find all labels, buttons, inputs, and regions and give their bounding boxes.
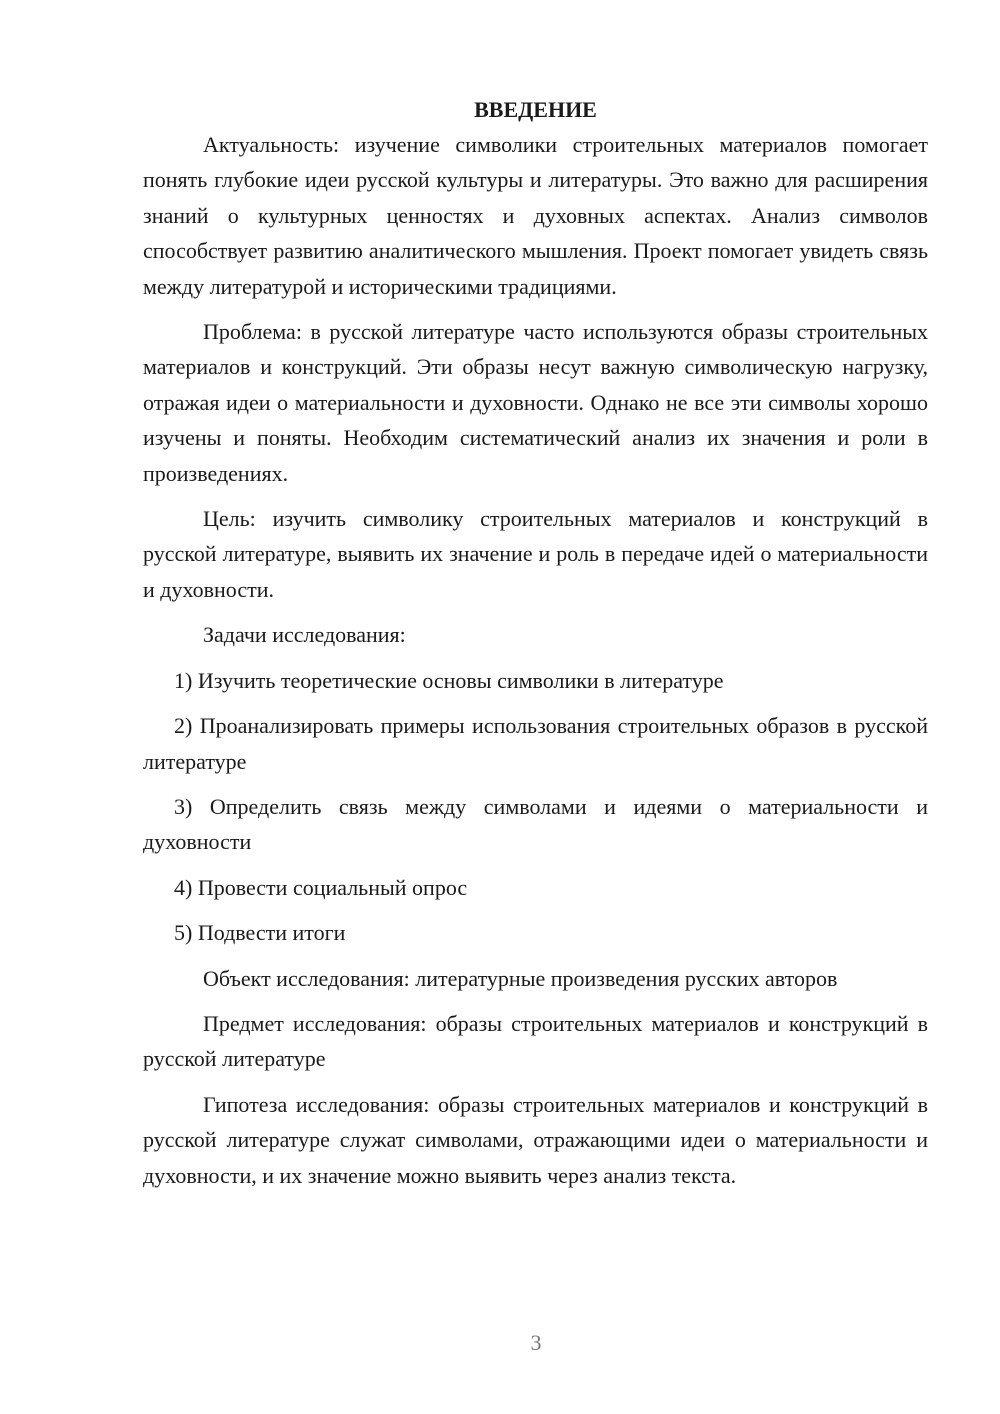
paragraph-problem: Проблема: в русской литературе часто используются образы строительных материалов и конструкций. Эти образы несут важную символическую нагрузку, отражая идеи о материальности и духовности. Однако не все эти символы хорошо изучены и поняты. Необходим систематический анализ их значения и роли в произведениях. (143, 319, 928, 486)
document-page (143, 92, 928, 1203)
paragraph-goal: Цель: изучить символику строительных материалов и конструкций в русской литературе, выявить их значение и роль в передаче идей о материальности и духовности. (143, 506, 928, 602)
page-title: ВВЕДЕНИЕ (474, 97, 597, 122)
paragraph-relevance: Актуальность: изучение символики строительных материалов помогает понять глубокие идеи русской культуры и литературы. Это важно для расширения знаний о культурных ценностях и духовных аспектах. Анализ символов способствует развитию аналитического мышления. Проект помогает увидеть связь между литературой и историческими традициями. (143, 132, 928, 299)
paragraph-subject: Предмет исследования: образы строительных материалов и конструкций в русской литературе (143, 1010, 928, 1072)
list-item: 2) Проанализировать примеры использования строительных образов в русской литературе (143, 713, 928, 774)
tasks-heading: Задачи исследования: (203, 622, 406, 648)
page-number: 3 (530, 1330, 542, 1355)
tasks-list (143, 663, 928, 951)
paragraph-hypothesis: Гипотеза исследования: образы строительных материалов и конструкций в русской литературе служат символами, отражающими идеи о материальности и духовности, и их значение можно выявить через анализ текста. (143, 1091, 928, 1188)
list-item: 5) Подвести итоги (174, 920, 346, 946)
list-item: 3) Определить связь между символами и идеями о материальности и духовности (143, 793, 928, 855)
list-item: 1) Изучить теоретические основы символики в литературе (174, 667, 724, 693)
paragraph-object: Объект исследования: литературные произведения русских авторов (203, 965, 838, 991)
list-item: 4) Провести социальный опрос (174, 874, 468, 900)
